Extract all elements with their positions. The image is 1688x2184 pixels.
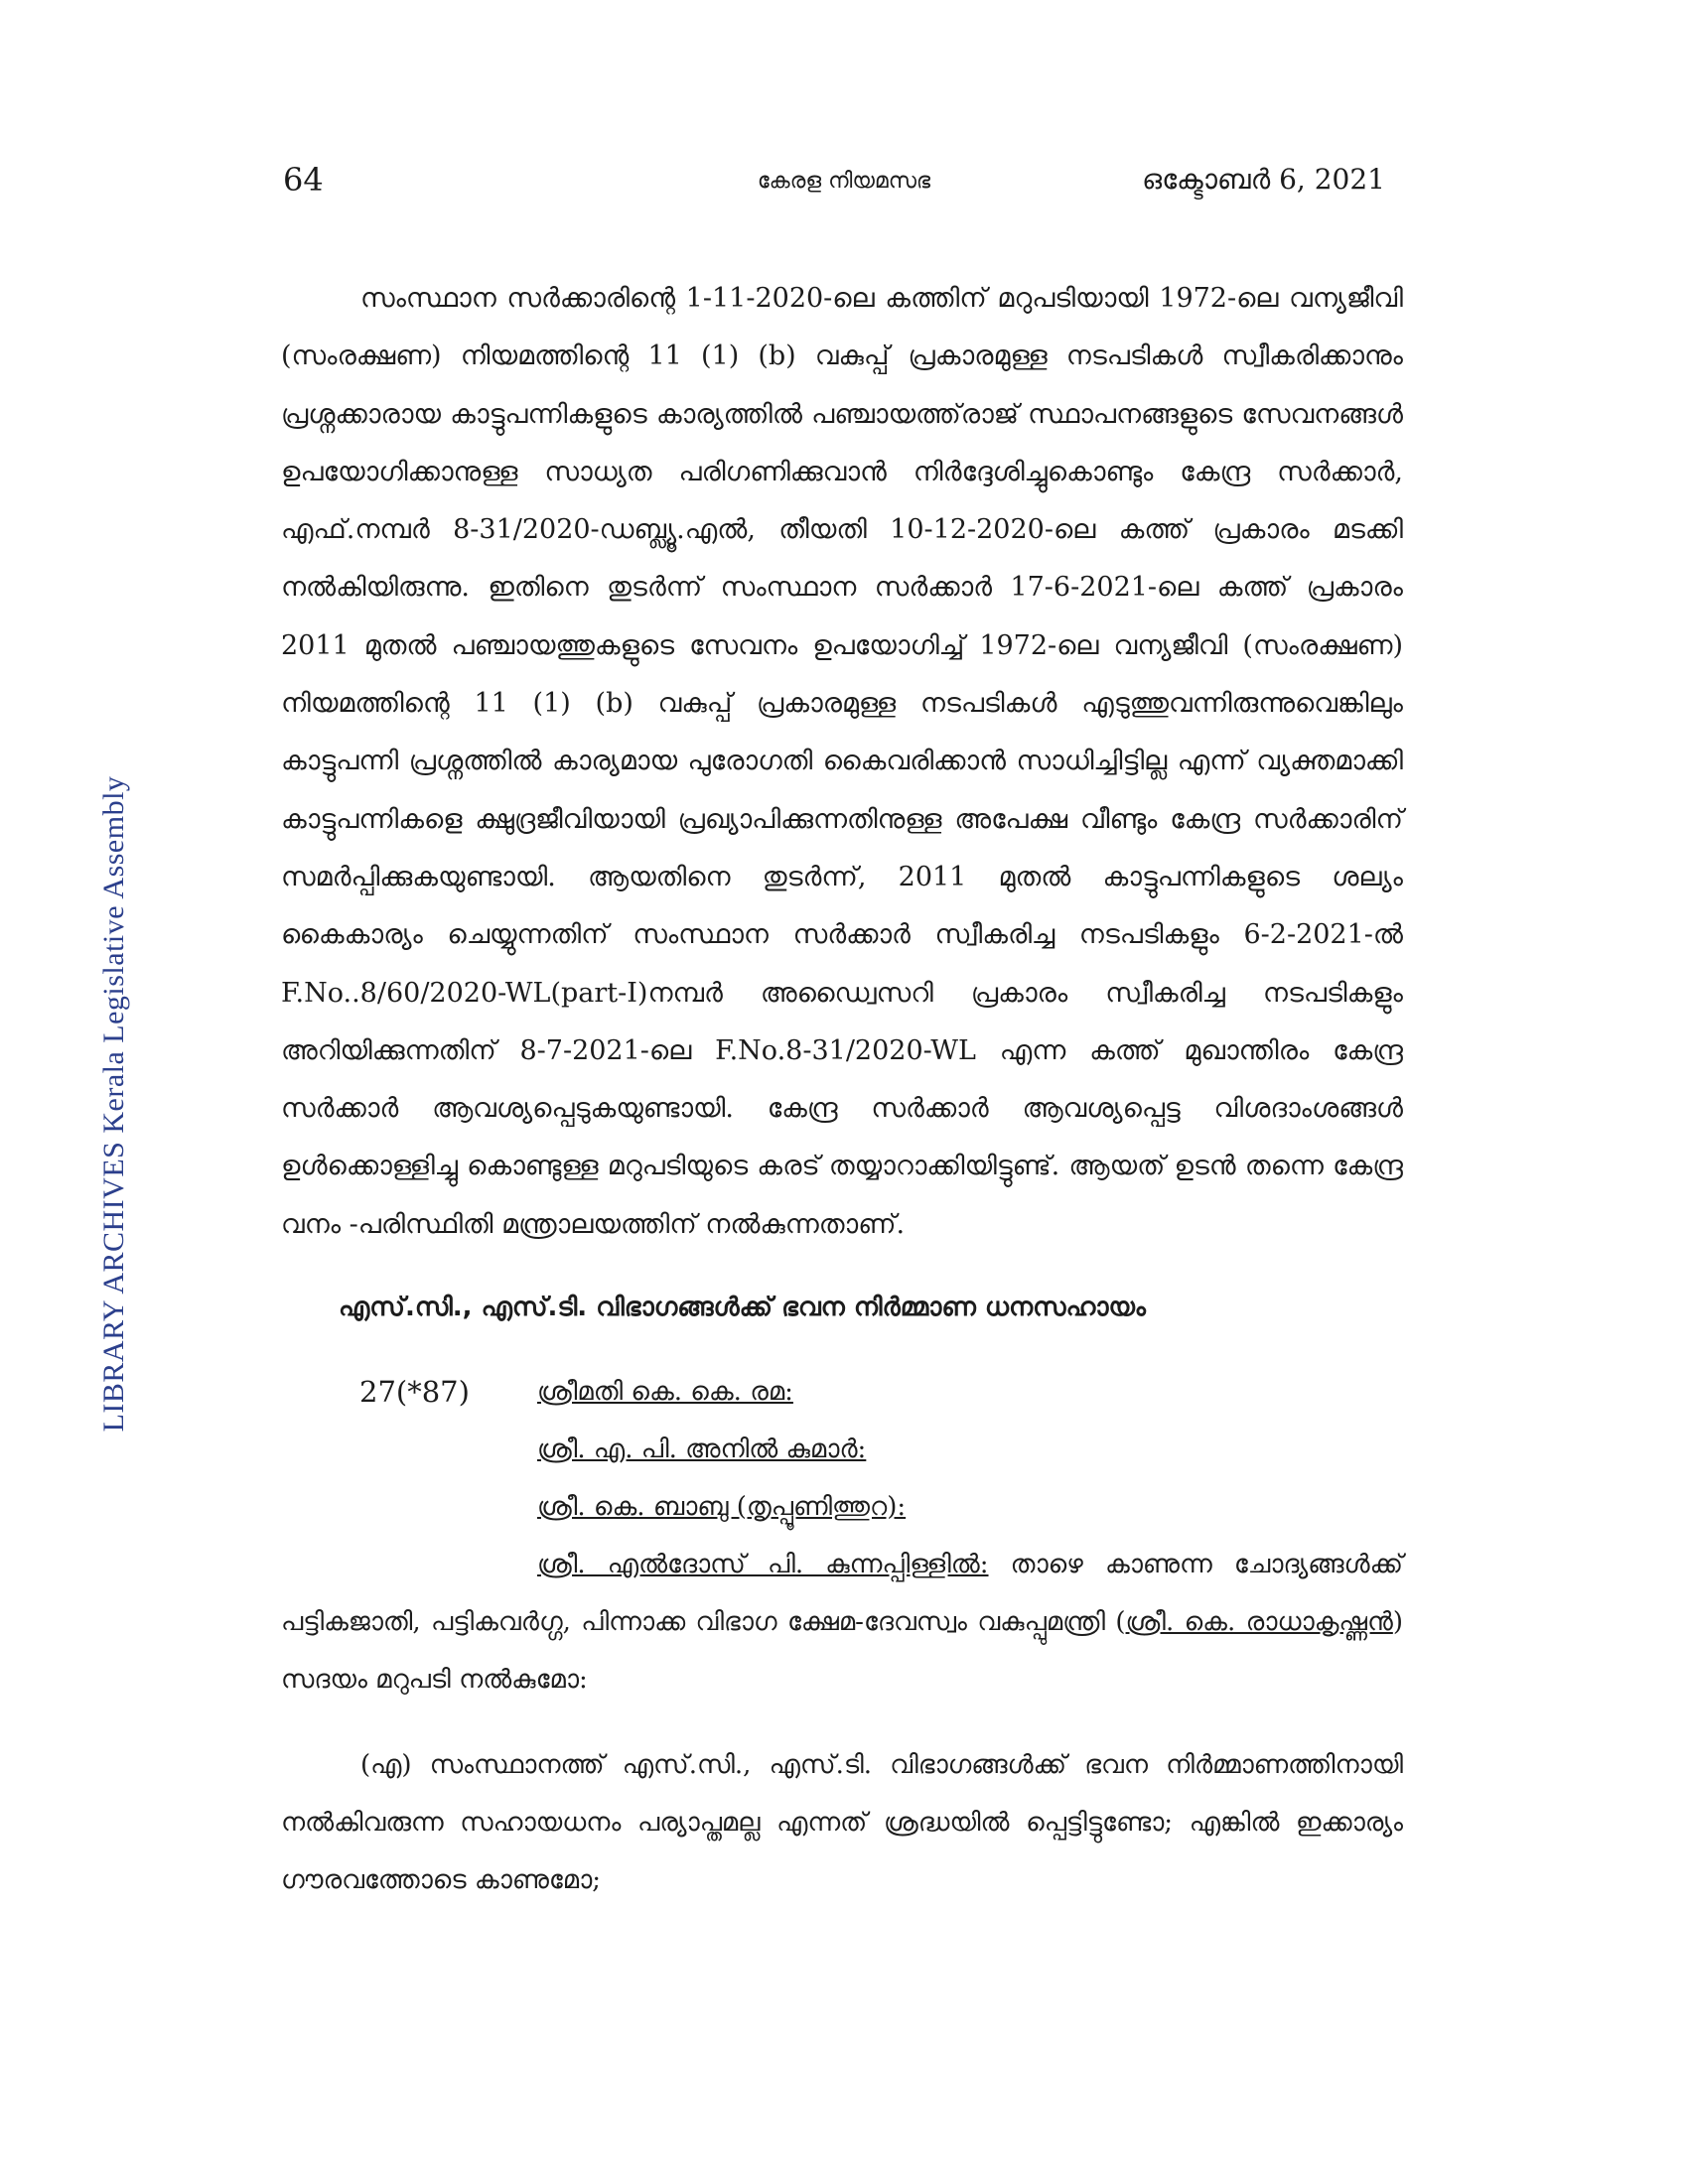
question-intro-text: താഴെ കാണുന്ന ചോദ്യങ്ങൾക്ക് പട്ടികജാതി, പട്ടികവർഗ്ഗ, പിന്നാക്ക വിഭാഗ ക്ഷേമ-ദേവസ്വം വകുപ്പുമന്ത്രി ( — [281, 1550, 1403, 1638]
member-name: ശ്രീ. എ. പി. അനിൽ കുമാർ: — [537, 1434, 867, 1465]
running-title: കേരള നിയമസഭ — [757, 169, 931, 194]
page-date: ഒക്ടോബർ 6, 2021 — [1142, 163, 1385, 196]
minister-name: ശ്രീ. കെ. രാധാകൃഷ്ണൻ — [1125, 1607, 1393, 1638]
member-name: ശ്രീമതി കെ. കെ. രമ: — [537, 1377, 793, 1408]
page-number: 64 — [283, 161, 324, 199]
answer-paragraph: സംസ്ഥാന സർക്കാരിന്റെ 1-11-2020-ലെ കത്തിന് മറുപടിയായി 1972-ലെ വന്യജീവി (സംരക്ഷണ) നിയമത്തിന്റെ 11 (1) (b) വകുപ്പ് പ്രകാരമുള്ള നടപടികൾ സ്വീകരിക്കാനും പ്രശ്നക്കാരായ കാട്ടുപന്നികളുടെ കാര്യത്തിൽ പഞ്ചായത്ത്‌രാജ് സ്ഥാപനങ്ങളുടെ സേവനങ്ങൾ ഉപയോഗിക്കാനുള്ള സാധ്യത പരിഗണിക്കുവാൻ നിർദ്ദേശിച്ചുകൊണ്ടും കേന്ദ്ര സർക്കാർ, എഫ്.നമ്പർ 8-31/2020-ഡബ്ല്യൂ.എൽ, തീയതി 10-12-2020-ലെ കത്ത് പ്രകാരം മടക്കി നൽകിയിരുന്നു. ഇതിനെ തുടർന്ന് സംസ്ഥാന സർക്കാർ 17-6-2021-ലെ കത്ത് പ്രകാരം 2011 മുതൽ പഞ്ചായത്തുകളുടെ സേവനം ഉപയോഗിച്ച് 1972-ലെ വന്യജീവി (സംരക്ഷണ) നിയമത്തിന്റെ 11 (1) (b) വകുപ്പ് പ്രകാരമുള്ള നടപടികൾ എടുത്തുവന്നിരുന്നുവെങ്കിലും കാട്ടുപന്നി പ്രശ്നത്തിൽ കാര്യമായ പുരോഗതി കൈവരിക്കാൻ സാധിച്ചിട്ടില്ല എന്ന് വ്യക്തമാക്കി കാട്ടുപന്നികളെ ക്ഷുദ്രജീവിയായി പ്രഖ്യാപിക്കുന്നതിനുള്ള അപേക്ഷ വീണ്ടും കേന്ദ്ര സർക്കാരിന് സമർപ്പിക്കുകയുണ്ടായി. ആയതിനെ തുടർന്ന്, 2011 മുതൽ കാട്ടുപന്നികളുടെ ശല്യം കൈകാര്യം ചെയ്യുന്നതിന് സംസ്ഥാന സർക്കാർ സ്വീകരിച്ച നടപടികളും 6-2-2021-ൽ F.No..8/60/2020-WL(part-I)നമ്പർ അഡ്വൈസറി പ്രകാരം സ്വീകരിച്ച നടപടികളും അറിയിക്കുന്നതിന് 8-7-2021-ലെ F.No.8-31/2020-WL എന്ന കത്ത് മുഖാന്തിരം കേന്ദ്ര സർക്കാർ ആവശ്യപ്പെടുകയുണ്ടായി. കേന്ദ്ര സർക്കാർ ആവശ്യപ്പെട്ട വിശദാംശങ്ങൾ ഉൾക്കൊള്ളിച്ചു കൊണ്ടുള്ള മറുപടിയുടെ കരട് തയ്യാറാക്കിയിട്ടുണ്ട്. ആയത് ഉടൻ തന്നെ കേന്ദ്ര വനം -പരിസ്ഥിതി മന്ത്രാലയത്തിന് നൽകുന്നതാണ്. — [281, 283, 1403, 1240]
member-name: ശ്രീ. കെ. ബാബു (തൃപ്പൂണിത്തുറ): — [537, 1492, 907, 1523]
member-name: ശ്രീ. എൽദോസ് പി. കുന്നപ്പിള്ളിൽ: — [537, 1550, 989, 1580]
question-closing-text: ) സദയം മറുപടി നൽകുമോ: — [281, 1607, 1403, 1696]
question-intro — [281, 1536, 1403, 1708]
sub-question-a: (എ) സംസ്ഥാനത്ത് എസ്.സി., എസ്.ടി. വിഭാഗങ്ങൾക്ക് ഭവന നിർമ്മാണത്തിനായി നൽകിവരുന്ന സഹായധനം പര്യാപ്തമല്ല എന്നത് ശ്രദ്ധയിൽ പ്പെട്ടിട്ടുണ്ടോ; എങ്കിൽ ഇക്കാര്യം ഗൗരവത്തോടെ കാണുമോ; — [281, 1750, 1403, 1896]
section-heading: എസ്.സി., എസ്.ടി. വിഭാഗങ്ങൾക്ക് ഭവന നിർമ്മാണ ധനസഹായം — [339, 1293, 1146, 1323]
archive-watermark: LIBRARY ARCHIVES Kerala Legislative Assembly — [97, 775, 130, 1433]
question-number: 27(*87) — [359, 1375, 470, 1410]
page-body — [281, 270, 1403, 1909]
question-block — [281, 1363, 1403, 1708]
